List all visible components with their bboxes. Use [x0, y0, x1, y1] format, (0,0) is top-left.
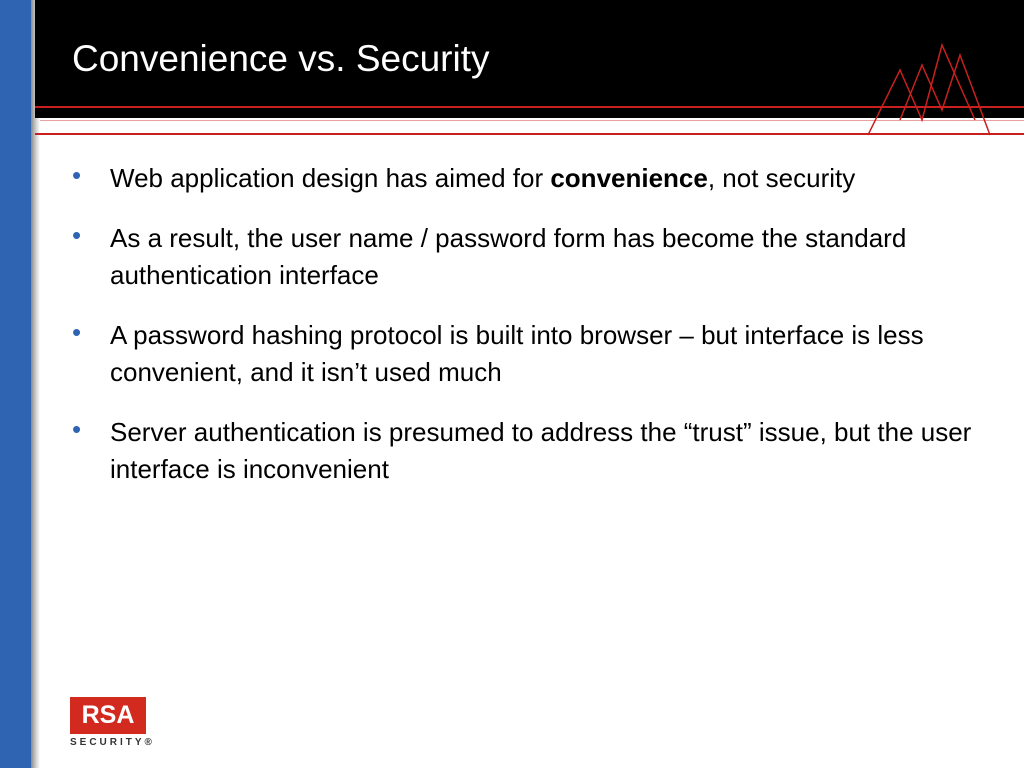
bullet-list — [72, 160, 1002, 511]
bullet-dot-icon: • — [72, 317, 82, 347]
bullet-item — [72, 160, 1002, 197]
bullet-item — [72, 220, 1002, 294]
bullet-text-part: Server authentication is presumed to address the “trust” issue, but the user interface is inconvenient — [110, 417, 972, 484]
bullet-item — [72, 317, 1002, 391]
bullet-dot-icon: • — [72, 160, 82, 190]
rsa-logo-tagline: SECURITY® — [70, 737, 155, 748]
bullet-text — [110, 320, 924, 387]
bullet-dot-icon: • — [72, 414, 82, 444]
bullet-emphasis: convenience — [550, 163, 708, 193]
slide-title: Convenience vs. Security — [72, 38, 490, 79]
bullet-item — [72, 414, 1002, 488]
bullet-text — [110, 417, 971, 484]
rsa-logo-mark: RSA — [70, 697, 146, 734]
bullet-text-part: Web application design has aimed for — [110, 163, 551, 193]
bullet-text-part: , not security — [707, 163, 856, 193]
rsa-security-logo — [70, 697, 155, 753]
mountain-peaks-graphic — [860, 40, 1024, 140]
bullet-text-part: As a result, the user name / password form has become the standard authentication interface — [110, 223, 907, 290]
bullet-text-part: A password hashing protocol is built into browser – but interface is less convenient, and it isn’t used much — [110, 320, 924, 387]
bullet-text — [110, 163, 855, 193]
bullet-text — [110, 223, 906, 290]
bullet-dot-icon: • — [72, 220, 82, 250]
left-accent-bar — [0, 0, 31, 768]
